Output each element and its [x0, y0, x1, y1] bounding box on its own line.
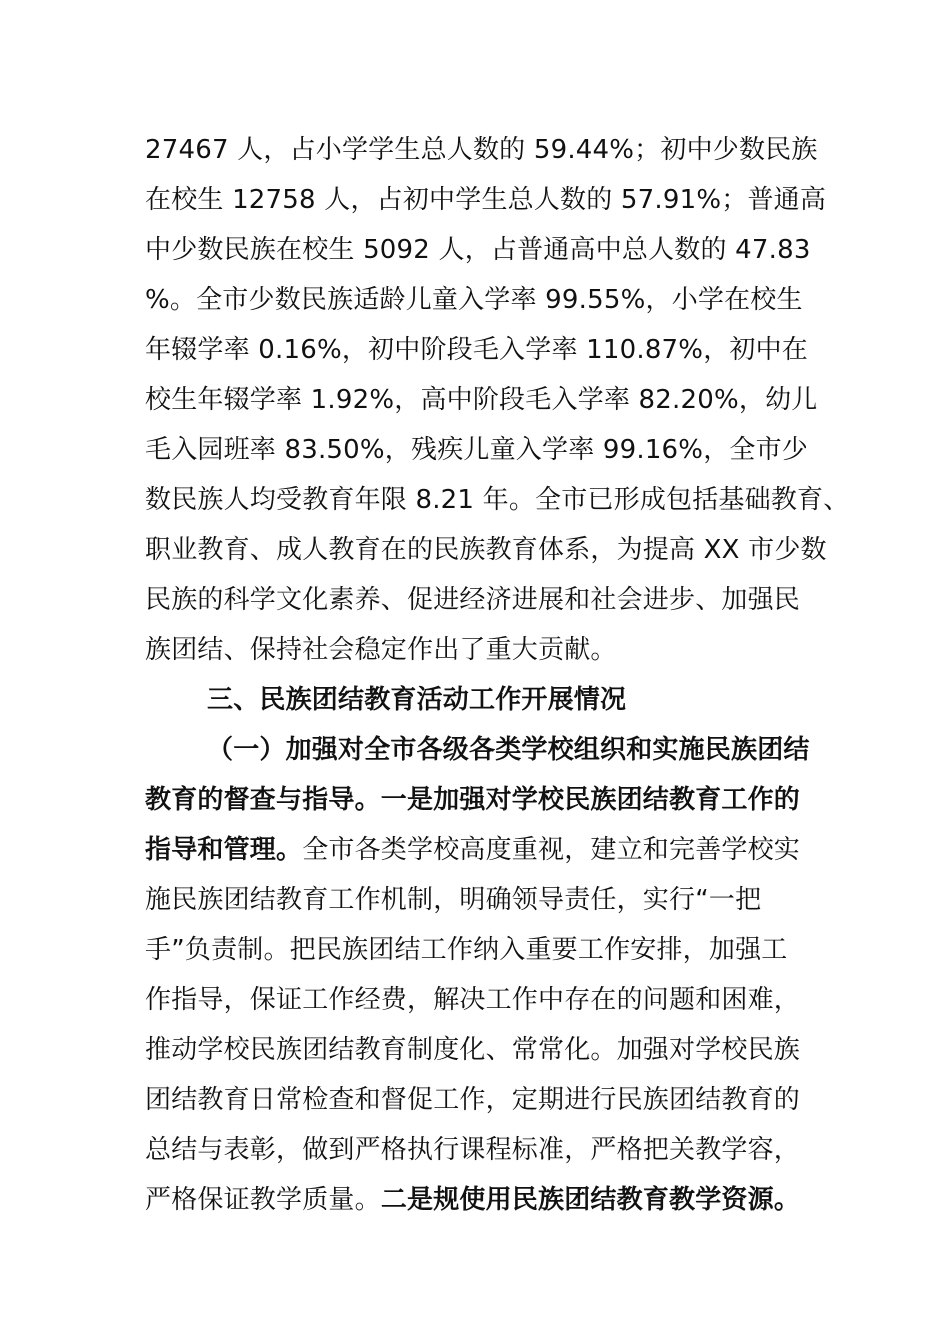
paragraph-line: 总结与表彰，做到严格执行课程标准，严格把关教学容， [145, 1135, 801, 1165]
mixed-line [145, 1183, 800, 1217]
paragraph-line: 施民族团结教育工作机制，明确领导责任，实行“一把 [145, 885, 762, 915]
paragraph-line: 毛入园班率 83.50%，残疾儿童入学率 99.16%，全市少 [145, 435, 809, 465]
paragraph-line: 民族的科学文化素养、促进经济进展和社会进步、加强民 [145, 585, 801, 615]
paragraph-line: 族团结、保持社会稳定作出了重大贡献。 [145, 635, 617, 665]
paragraph-line: 数民族人均受教育年限 8.21 年。全市已形成包括基础教育、 [145, 485, 850, 515]
paragraph-line: 27467 人，占小学学生总人数的 59.44%；初中少数民族 [145, 135, 818, 165]
paragraph-line: 手”负责制。把民族团结工作纳入重要工作安排，加强工 [145, 935, 788, 965]
paragraph-text: 严格保证教学质量。 [145, 1185, 381, 1215]
bold-lead-text: 指导和管理。 [145, 835, 303, 865]
mixed-line [145, 833, 800, 867]
paragraph-line: 在校生 12758 人，占初中学生总人数的 57.91%；普通高 [145, 185, 827, 215]
paragraph-line: 作指导，保证工作经费，解决工作中存在的问题和困难， [145, 985, 801, 1015]
paragraph-line: %。全市少数民族适龄儿童入学率 99.55%，小学在校生 [145, 285, 803, 315]
bold-text: 二是规使用民族团结教育教学资源。 [380, 1185, 801, 1215]
paragraph-line: 校生年辍学率 1.92%，高中阶段毛入学率 82.20%，幼儿 [145, 385, 818, 415]
paragraph-line: 年辍学率 0.16%，初中阶段毛入学率 110.87%，初中在 [145, 335, 809, 365]
paragraph-text: 全市各类学校高度重视，建立和完善学校实 [302, 835, 801, 865]
paragraph-line: 职业教育、成人教育在的民族教育体系，为提高 XX 市少数 [145, 535, 827, 565]
section-heading: 三、民族团结教育活动工作开展情况 [207, 685, 627, 715]
paragraph-line: 中少数民族在校生 5092 人，占普通高中总人数的 47.83 [145, 235, 811, 265]
paragraph-line: 团结教育日常检查和督促工作，定期进行民族团结教育的 [145, 1085, 801, 1115]
paragraph-line: 推动学校民族团结教育制度化、常常化。加强对学校民族 [145, 1035, 801, 1065]
subsection-heading-line: 教育的督查与指导。一是加强对学校民族团结教育工作的 [145, 785, 801, 815]
subsection-heading-line: （一）加强对全市各级各类学校组织和实施民族团结 [207, 735, 810, 765]
